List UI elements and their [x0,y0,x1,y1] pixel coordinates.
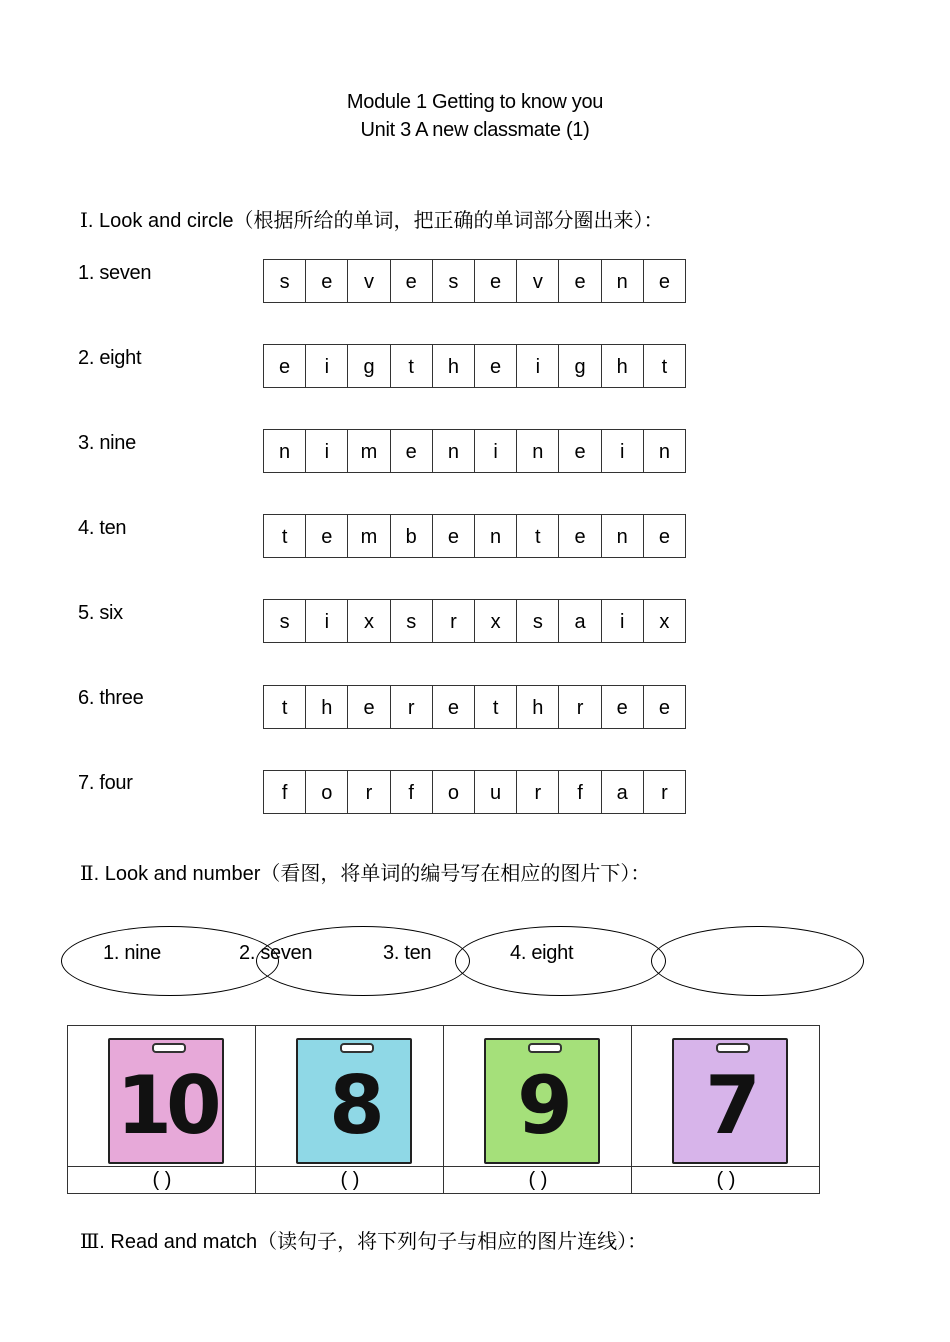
answer-blank[interactable]: ( ) [152,1169,172,1191]
letter-cell[interactable]: g [348,345,390,387]
letter-cell[interactable]: r [433,600,475,642]
letter-cell[interactable]: b [391,515,433,557]
letter-cell[interactable]: i [602,430,644,472]
letter-cell[interactable]: t [475,686,517,728]
letter-cell[interactable]: f [264,771,306,813]
word-option: 4. eight [510,942,574,964]
letter-grid [263,770,686,814]
letter-cell[interactable]: e [475,260,517,302]
letter-cell[interactable]: n [602,515,644,557]
section-3-numeral: Ⅲ [80,1229,100,1253]
section-2-numeral: Ⅱ [80,861,94,885]
word-option: 1. nine [103,942,161,964]
title-module: Module 1 Getting to know you [346,91,604,113]
section-2-heading [80,857,650,886]
word-option: 2. seven [239,942,313,964]
letter-cell[interactable]: f [391,771,433,813]
letter-cell[interactable]: t [264,686,306,728]
number-card [296,1038,412,1164]
letter-cell[interactable]: m [348,430,390,472]
card-hook-icon [340,1043,374,1053]
letter-cell[interactable]: x [659,611,670,633]
letter-cell[interactable]: t [264,515,306,557]
card-hook-icon [528,1043,562,1053]
letter-cell[interactable]: e [559,430,601,472]
letter-cell[interactable]: e [306,515,348,557]
letter-cell[interactable]: a [559,600,601,642]
title-unit: Unit 3 A new classmate (1) [360,119,590,141]
card-number: 10 [116,1059,216,1152]
picture-cell [632,1026,820,1193]
letter-cell[interactable]: n [475,515,517,557]
word-label: 3. nine [78,432,136,454]
letter-cell[interactable]: r [517,771,559,813]
word-oval [651,926,864,996]
letter-cell[interactable]: e [391,260,433,302]
letter-cell[interactable]: i [602,600,644,642]
letter-cell[interactable]: e [658,697,670,719]
letter-grid [263,514,686,558]
word-option: 3. ten [383,942,432,964]
letter-cell[interactable]: i [306,430,348,472]
section-1-heading [80,204,664,233]
letter-cell[interactable]: e [264,345,306,387]
letter-cell[interactable]: e [348,686,390,728]
letter-cell[interactable]: r [559,686,601,728]
letter-cell[interactable]: a [602,771,644,813]
letter-cell[interactable]: e [391,430,433,472]
letter-cell[interactable]: v [348,260,390,302]
word-label: 5. six [78,602,123,624]
letter-cell[interactable]: g [559,345,601,387]
answer-blank[interactable]: ( ) [340,1169,360,1191]
letter-cell[interactable]: f [559,771,601,813]
letter-cell[interactable]: s [264,260,306,302]
letter-cell[interactable]: i [306,345,348,387]
letter-grid [263,259,686,303]
letter-cell[interactable]: i [517,345,559,387]
letter-grid [263,599,686,643]
letter-cell[interactable]: n [264,430,306,472]
letter-grid [263,429,686,473]
letter-cell[interactable]: s [264,600,306,642]
letter-cell[interactable]: x [348,600,390,642]
picture-cell [444,1026,632,1193]
letter-cell[interactable]: h [306,686,348,728]
letter-cell[interactable]: e [602,686,644,728]
letter-cell[interactable]: t [517,515,559,557]
letter-cell[interactable]: o [433,771,475,813]
picture-table [67,1025,820,1194]
letter-cell[interactable]: h [602,345,644,387]
letter-cell[interactable]: e [658,271,670,293]
letter-grid [263,344,686,388]
section-3-text: . Read and match（读句子，将下列句子与相应的图片连线）： [99,1231,648,1253]
letter-cell[interactable]: i [475,430,517,472]
letter-cell[interactable]: n [658,441,670,463]
letter-cell[interactable]: e [559,515,601,557]
picture-cell [256,1026,444,1193]
number-card [484,1038,600,1164]
word-label: 2. eight [78,347,142,369]
letter-cell[interactable]: t [391,345,433,387]
card-hook-icon [716,1043,750,1053]
letter-cell[interactable]: s [433,260,475,302]
letter-cell[interactable]: n [517,430,559,472]
letter-cell[interactable]: r [348,771,390,813]
letter-cell[interactable]: h [433,345,475,387]
picture-cell [68,1026,256,1193]
answer-blank[interactable]: ( ) [528,1169,548,1191]
letter-cell[interactable]: r [391,686,433,728]
letter-cell[interactable]: r [661,782,668,804]
letter-cell[interactable]: i [306,600,348,642]
card-number: 8 [329,1059,379,1152]
word-label: 7. four [78,772,133,794]
number-card [108,1038,224,1164]
letter-cell[interactable]: x [475,600,517,642]
letter-cell[interactable]: e [433,686,475,728]
letter-cell[interactable]: e [475,345,517,387]
section-3-heading [80,1225,647,1254]
letter-cell[interactable]: n [433,430,475,472]
section-2-text: . Look and number（看图，将单词的编号写在相应的图片下）： [93,863,651,885]
word-label: 1. seven [78,262,152,284]
card-number: 9 [517,1059,567,1152]
letter-cell[interactable]: s [391,600,433,642]
letter-cell[interactable]: s [517,600,559,642]
letter-cell[interactable]: m [348,515,390,557]
section-1-numeral: Ⅰ [80,208,88,232]
letter-cell[interactable]: e [306,260,348,302]
word-label: 6. three [78,687,144,709]
number-card [672,1038,788,1164]
table-divider [68,1166,819,1167]
letter-cell[interactable]: h [517,686,559,728]
section-1-text: . Look and circle（根据所给的单词，把正确的单词部分圈出来）： [87,210,664,232]
letter-cell[interactable]: t [661,356,668,378]
letter-cell[interactable]: n [602,260,644,302]
card-number: 7 [705,1059,755,1152]
word-label: 4. ten [78,517,127,539]
letter-cell[interactable]: v [517,260,559,302]
card-hook-icon [152,1043,186,1053]
letter-cell[interactable]: o [306,771,348,813]
letter-grid [263,685,686,729]
letter-cell[interactable]: e [658,526,670,548]
letter-cell[interactable]: e [433,515,475,557]
letter-cell[interactable]: u [475,771,517,813]
answer-blank[interactable]: ( ) [716,1169,736,1191]
letter-cell[interactable]: e [559,260,601,302]
